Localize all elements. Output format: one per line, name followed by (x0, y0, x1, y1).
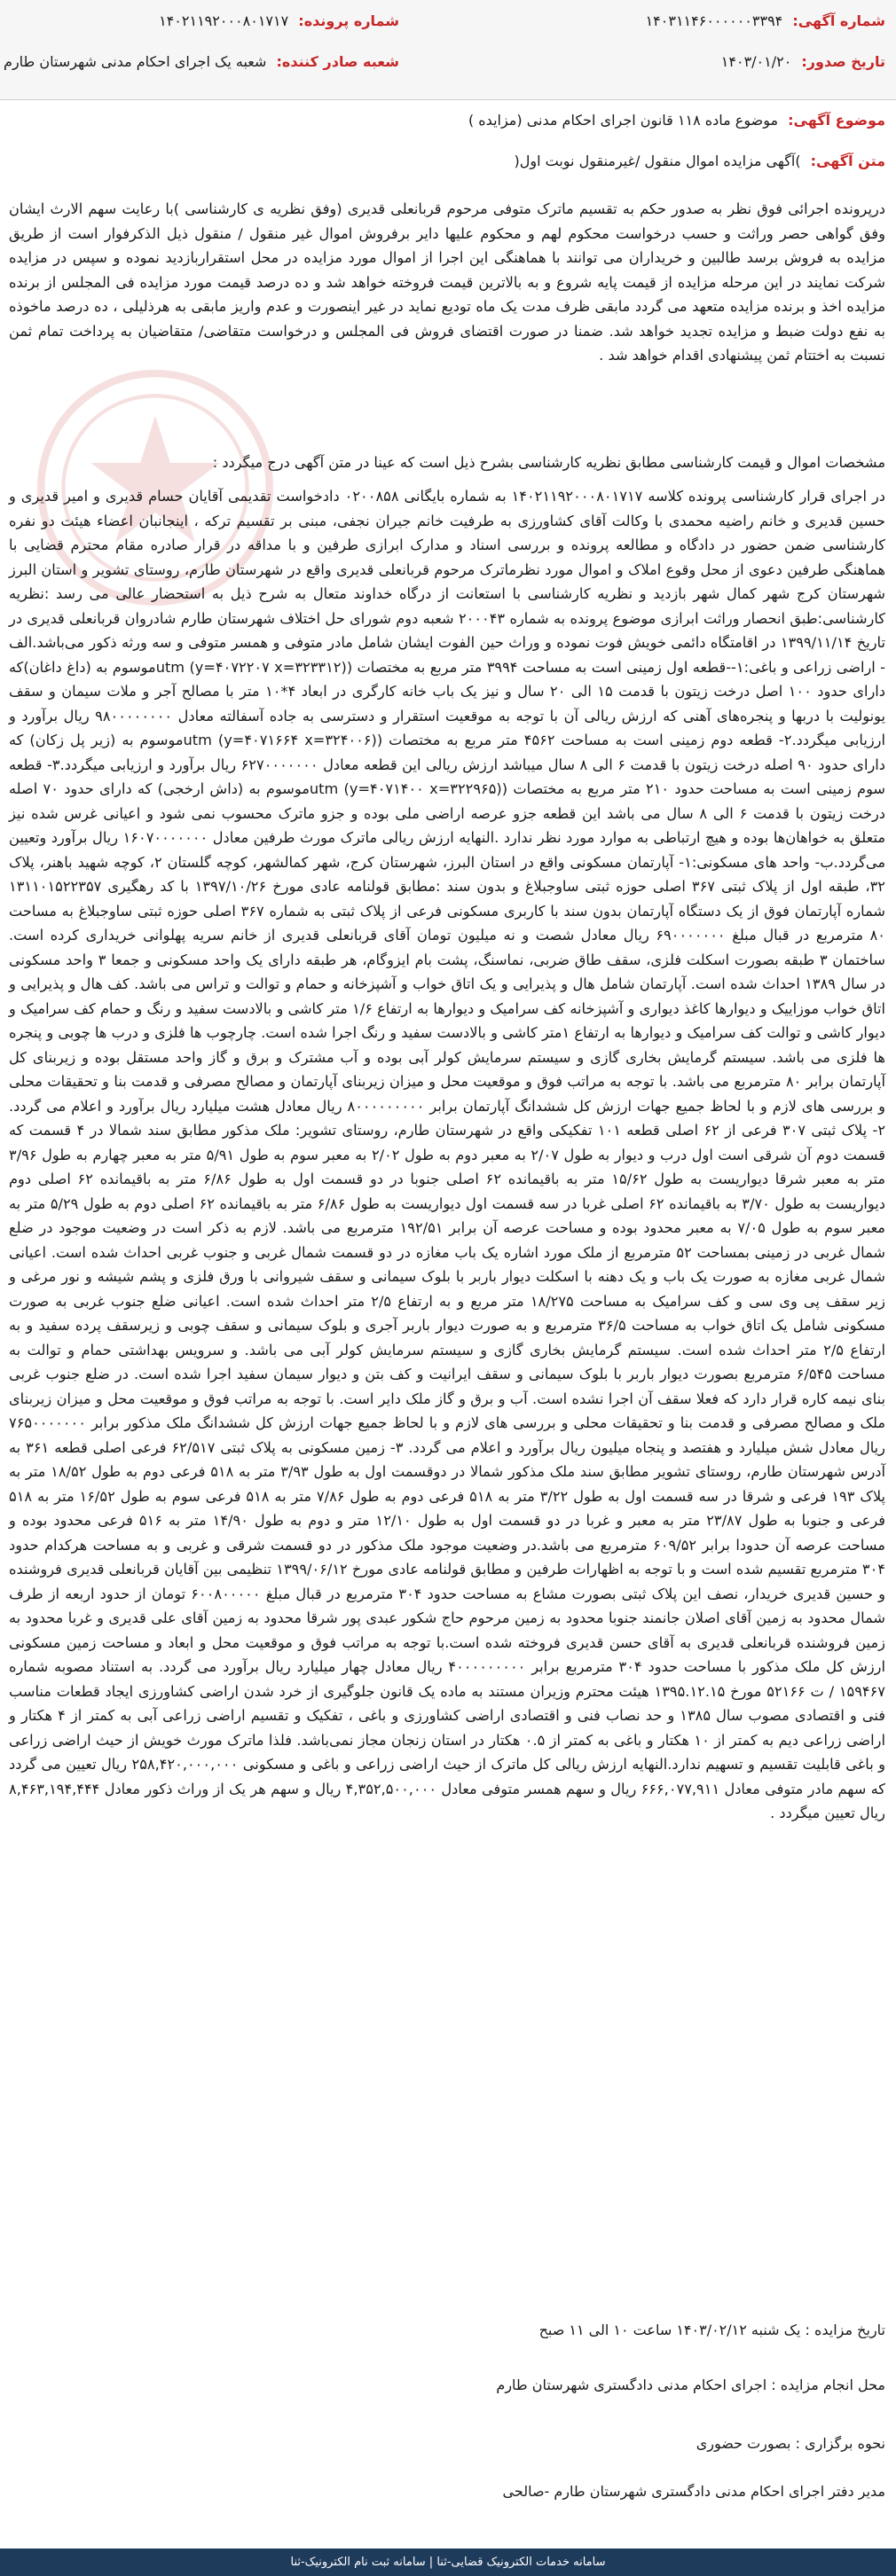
case-number-value: ۱۴۰۲۱۱۹۲۰۰۰۸۰۱۷۱۷ (159, 12, 289, 29)
bottom-bar-text[interactable]: سامانه خدمات الکترونیک قضایی-ثنا | سامانه ثبت نام الکترونیک-ثنا (290, 2556, 606, 2569)
auction-date: تاریخ مزایده : یک شنبه ۱۴۰۳/۰۲/۱۲ ساعت ۱۰ الی ۱۱ صبح (538, 2322, 885, 2338)
issue-date-value: ۱۴۰۳/۰۱/۲۰ (720, 53, 792, 70)
issue-date (721, 53, 885, 70)
specs-heading: مشخصات اموال و قیمت کارشناسی مطابق نظریه کارشناسی بشرح ذیل است که عینا در متن آگهی درج میگردد : (212, 454, 885, 471)
ad-text-label: متن آگهی: (810, 153, 885, 169)
subject-line (11, 112, 885, 129)
ad-number-value: ۱۴۰۳۱۱۴۶۰۰۰۰۰۰۳۳۹۴ (645, 12, 783, 29)
subject-label: موضوع آگهی: (788, 112, 885, 129)
ad-text-title: )آگهی مزایده اموال منقول /غیرمنقول نوبت اول( (514, 153, 801, 169)
meta-row-top (0, 12, 896, 37)
issuer-label: شعبه صادر کننده: (276, 53, 399, 70)
intro-paragraph: درپرونده اجرائی فوق نظر به صدور حکم به تقسیم ماترک متوفی مرحوم قربانعلی قدیری (وفق نظریه ی کارشناسی )با رعایت سهم الارث ایشان وفق گواهی حصر وراثت و حسب درخواست محکوم لهم و محکوم علیها دایر برفروش اموال غیر منقول / منقول ذیل الذکرفوار است از طریق مزایده به فروش برسد طالبین و خریداران می توانند با هماهنگی این اجرا از اموال مورد مزایده در محل استقراربازدید نموده و سپس در مزایده شرکت نمایند در این مرحله مزایده از قیمت پایه شروع و به بالاترین قیمت فروخته خواهد شد و ده درصد قیمت مورد مزایده فی المجلس از برنده مزایده اخذ و برنده مزایده متعهد می گردد مابقی ظرف مدت یک ماه تودیع نماید در غیر اینصورت و عدم واریز مابقی به هرذلیلی ، ده درصد ماخوذه به نفع دولت ضبط و مزایده تجدید خواهد شد. ضمنا در صورت اقتضای فروش فی المجلس و درخواست متقاضی/ متقاضیان به پرداخت تمام ثمن نسبت به اختتام ثمن پیشنهادی اقدام خواهد شد . (9, 200, 885, 364)
expert-report-paragraph: در اجرای قرار کارشناسی پرونده کلاسه ۱۴۰۲۱۱۹۲۰۰۰۸۰۱۷۱۷ به شماره بایگانی ۰۲۰۰۸۵۸ دادخواست تقدیمی آقایان حسام قدیری و امیر قدیری و حسین قدیری و خانم راضیه محمدی با وکالت آقای کشاورزی به طرفیت خانم جیران نجفی، مبنی بر تقسیم ترکه ، اینجانبان اعضاء هیئت دو نفره کارشناسی ضمن حضور در دادگاه و مطالعه پرونده و بررسی اسناد و مدارک ابرازی طرفین و با مداقه در قرار صادره مقام محترم قضایی با هماهنگی طرفین دعوی از محل وقوع املاک و اموال مورد نظرماترک مرحوم قربانعلی قدیری واقع در شهرستان طارم، روستای تشویر و استان البرز شهرستان کرج شهر کمال شهر بازدید و نظریه کارشناسی با استعانت از درگاه خداوند متعال به شرح ذیل به استحضار عالی می رسد :نظریه کارشناسی:طبق انحصار وراثت ابرازی موضوع پرونده به شماره ۲۰۰۰۴۳ شعبه دوم شورای حل اختلاف شهرستان طارم شادروان قربانعلی قدیری در تاریخ ۱۳۹۹/۱۱/۱۴ در اقامتگاه دائمی خویش فوت نموده و وراث حین الفوت ایشان شامل مادر متوفی و همسر متوفی و سه ورثه ذکور می‌باشد.الف - اراضی زراعی و باغی:۱--قطعه اول زمینی است به مساحت ۳۹۹۴ متر مربع به مختصات (utm (y=۴۰۷۲۲۰۷ x=۳۲۳۳۱۲)موسوم به (داغ داغان)که دارای حدود ۱۰۰ اصل درخت زیتون با قدمت ۱۵ الی ۲۰ سال و نیز یک باب خانه کارگری در ابعاد ۴*۱۰ متر با مصالح آجر و ملات سیمان و سقف یونولیت با دربها و پنجره‌های آهنی که ارزش ریالی آن با توجه به موقعیت استقرار و دسترسی به جاده آسفالته معادل ۹۸۰۰۰۰۰۰۰۰ ریال برآورد و ارزیابی میگردد.۲- قطعه دوم زمینی است به مساحت ۴۵۶۲ متر مربع به مختصات (utm (y=۴۰۷۱۶۶۴ x=۳۲۴۰۰۶)موسوم به (زیر پل زکان) که دارای حدود ۹۰ اصله درخت زیتون با قدمت ۶ الی ۸ سال میباشد ارزش ریالی این قطعه معادل ۶۲۷۰۰۰۰۰۰۰ ریال برآورد و ارزیابی میگردد.۳- قطعه سوم زمینی است به مساحت حدود ۲۱۰ متر مربع به مختصات (utm (y=۴۰۷۱۴۰۰ x=۳۲۲۹۶۵)موسوم به (داش ارخجی) که دارای حدود ۷۰ اصله درخت زیتون با قدمت ۶ الی ۸ سال می باشد این قطعه جزو عرصه اراضی ملی بوده و جزو ماترک محسوب نمی شود و اعیانی غرس شده نیز متعلق به خواهان‌ها بوده و هیچ ارتباطی به موارد مورد نظر ندارد .النهایه ارزش ریالی ماترک مورث طرفین معادل ۱۶۰۷۰۰۰۰۰۰۰ ریال برآورد وتعیین می‌گردد.ب- واحد های مسکونی:۱- آپارتمان مسکونی واقع در استان البرز، شهرستان کرج، شهر کمالشهر، کوچه گلستان ۲، کوچه شهید باهنر، پلاک ۳۲، طبقه اول از پلاک ثبتی ۳۶۷ اصلی حوزه ثبتی ساوجبلاغ و بدون سند :مطابق قولنامه عادی مورخ ۱۳۹۷/۱۰/۲۶ با کد رهگیری ۱۳۱۱۰۱۵۲۲۳۵۷ شماره آپارتمان فوق از یک دستگاه آپارتمان بدون سند با کاربری مسکونی فرعی از پلاک ثبتی به شماره ۳۶۷ اصلی حوزه ثبتی ساوجبلاغ به مساحت ۸۰ مترمربع در قبال مبلغ ۶۹۰۰۰۰۰۰۰ ریال معادل شصت و نه میلیون تومان آقای قربانعلی قدیری از خانم سریه پهلوانی خریداری کرده است. ساختمان ۳ طبقه بصورت اسکلت فلزی، سقف طاق ضربی، نماسنگ، پشت بام ایزوگام، هر طبقه دارای یک واحد مسکونی و جمعا ۳ واحد مسکونی در سال ۱۳۸۹ احداث شده است. آپارتمان شامل هال و پذیرایی و یک اتاق خواب و آشپزخانه و حمام و توالت و تراس می باشد. کف هال و پذیرایی و اتاق خواب موزاییک و دیوارها کاغذ دیواری و آشپزخانه کف سرامیک و دیوارها به ارتفاع ۱/۶ متر کاشی و بالادست سفید و رنگ و حمام کف سرامیک و دیوار کاشی و توالت کف سرامیک و دیوارها به ارتفاع ۱متر کاشی و بالادست سفید و رنگ اجرا شده است. چارچوب ها فلزی و درب ها چوبی و پنجره ها فلزی می باشد. سیستم گرمایش بخاری گازی و سیستم سرمایش کولر آبی بوده و آب مشترک و برق و گاز واحد مستقل بوده و زیربنای کل آپارتمان برابر ۸۰ مترمربع می باشد. با توجه به مراتب فوق و موقعیت محل و میزان زیربنای آپارتمان و مصالح مصرفی و قدمت بنا و تحقیقات محلی و بررسی های لازم و با لحاظ جمیع جهات ارزش کل ششدانگ آپارتمان برابر ۸۰۰۰۰۰۰۰۰۰ ریال معادل هشت میلیارد ریال برآورد و اعلام می گردد. ۲- پلاک ثبتی ۳۰۷ فرعی از ۶۲ اصلی قطعه ۱۰۱ تفکیکی واقع در شهرستان طارم، روستای تشویر: ملک مذکور مطابق سند شمالا در ۴ قسمت که قسمت دوم آن شرقی است اول درب و دیوار به طول ۲/۰۷ به معبر دوم به طول ۲/۰۲ به معبر سوم به طول ۵/۹۱ متر به معبر چهارم به طول ۳/۹۶ متر به معبر شرقا دیواریست به طول ۱۵/۶۲ متر به باقیمانده ۶۲ اصلی جنوبا در دو قسمت اول به طول ۶/۸۶ متر به باقیمانده ۶۲ اصلی دوم دیواریست به طول ۳/۷۰ به باقیمانده ۶۲ اصلی غربا در سه قسمت اول دیواریست به طول ۶/۸۶ متر به باقیمانده ۶۲ اصلی دوم به طول ۵/۲۹ متر به معبر سوم به طول ۷/۰۵ به معبر محدود بوده و مساحت عرصه آن برابر ۱۹۲/۵۱ مترمربع می باشد. لازم به ذکر است در وضعیت موجود در ضلع شمال غربی در زمینی بمساحت ۵۲ مترمربع از ملک مورد اشاره یک باب مغازه در دو قسمت شمال غربی و جنوب غربی احداث شده است. اعیانی شمال غربی مغازه به صورت یک باب و یک دهنه با اسکلت دیوار باربر با بلوک سیمانی و سقف شیروانی با ورق فلزی و پشم شیشه و نور مرغی و زیر سقف پی وی سی و کف سرامیک به مساحت ۱۸/۲۷۵ متر مربع و به ارتفاع ۲/۵ متر احداث شده است. اعیانی ضلع جنوب غربی به صورت مسکونی شامل یک اتاق خواب به مساحت ۳۶/۵ مترمربع و به صورت دیوار باربر آجری و بلوک سیمانی و سقف چوبی و زیرسقف پرده سفید و به ارتفاع ۲/۵ متر احداث شده است. سیستم گرمایش بخاری گازی و سیستم سرمایش کولر آبی می باشد. و سرویس بهداشتی حمام و توالت به مساحت ۶/۵۴۵ مترمربع بصورت دیوار باربر با بلوک سیمانی و سقف ایرانیت و کف بتن و دیوار سیمان سفید اجرا شده است. در ضلع جنوب غربی بنای نیمه کاره قرار دارد که فعلا سقف آن اجرا نشده است. آب و برق و گاز ملک دایر است. با توجه به مراتب فوق و موقعیت محل و میزان زیربنای ملک و مصالح مصرفی و قدمت بنا و تحقیقات محلی و بررسی های لازم و با لحاظ جمیع جهات ارزش کل ششدانگ ملک مذکور برابر ۷۶۵۰۰۰۰۰۰۰ ریال معادل شش میلیارد و هفتصد و پنجاه میلیون ریال برآورد و اعلام می گردد. ۳- زمین مسکونی به پلاک ثبتی ۶۲/۵۱۷ فرعی اصلی قطعه ۳۶۱ به آدرس شهرستان طارم، روستای تشویر مطابق سند ملک مذکور شمالا در دوقسمت اول به طول ۳/۹۳ متر به ۵۱۸ فرعی دوم به طول ۱۸/۵۲ متر به پلاک ۱۹۳ فرعی و شرقا در سه قسمت اول به طول ۳/۲۲ متر به ۵۱۸ فرعی دوم به طول ۷/۸۶ متر به ۵۱۸ فرعی سوم به طول ۱۶/۵۲ متر به ۵۱۸ فرعی و جنوبا به طول ۲۳/۸۷ متر به معبر و غربا در دو قسمت اول به طول ۱۲/۱۰ متر و دوم به طول ۱۴/۹۰ متر به ۵۱۶ فرعی محدود بوده و مساحت عرصه آن حدودا برابر ۶۰۹/۵۲ مترمربع می باشد.در وضعیت موجود ملک مذکور در دو قسمت شرقی و غربی و به مساحت هرکدام حدود ۳۰۴ مترمربع تقسیم شده است و با توجه به اظهارات طرفین و مطابق قولنامه عادی مورخ ۱۳۹۹/۰۶/۱۲ تنظیمی بین آقایان قربانعلی قدیری فروشنده و حسین قدیری خریدار، نصف این پلاک ثبتی بصورت مشاع به مساحت حدود ۳۰۴ مترمربع در قبال مبلغ ۶۰۰۸۰۰۰۰۰ تومان از حدود اربعه از طرف شمال محدود به زمین آقای اصلان جانمند جنوبا محدود به زمین مرحوم حاج شکور عبدی پور شرقا محدود به زمین آقای علی قدیری و غربا محدود به زمین فروشنده قربانعلی قدیری به آقای حسن قدیری فروخته شده است.با توجه به مراتب فوق و موقعیت محل و ابعاد و مساحت زمین مسکونی ارزش کل ملک مذکور با مساحت حدود ۳۰۴ مترمربع برابر ۴۰۰۰۰۰۰۰۰۰ ریال معادل چهار میلیارد ریال برآورد می گردد. به استناد مصوبه شماره ۱۵۹۴۶۷ / ت ۵۲۱۶۶ مورخ ۱۳۹۵.۱۲.۱۵ هیئت محترم وزیران مستند به ماده یک قانون جلوگیری از خرد شدن اراضی کشاورزی ایجاد قطعات مناسب فنی و اقتصادی مصوب سال ۱۳۸۵ و حد نصاب فنی و اقتصادی اراضی کشاورزی و باغی ، تفکیک و تقسیم اراضی زراعی آبی به کمتر از ۴ هکتار و اراضی زراعی دیم به کمتر از ۱۰ هکتار و باغی به کمتر از ۰.۵ هکتار در استان زنجان مجاز نمی‌باشد. فلذا ماترک مورث خویش از حیث اراضی زراعی و باغی قابلیت تقسیم و تسهیم ندارد.النهایه ارزش ریالی کل ماترک از حیث اراضی زراعی و باغی و مسکونی ۲۵۸,۴۲۰,۰۰۰,۰۰۰ ریال تعیین می گردد که سهم مادر متوفی معادل ۶۶۶,۰۷۷,۹۱۱ ریال و سهم همسر متوفی معادل ۴,۳۵۲,۵۰۰,۰۰۰ ریال و سهم هر یک از وراث ذکور معادل ۸,۴۶۳,۱۹۴,۴۴۴ ریال تعیین میگردد . (9, 488, 886, 1821)
signature-line: مدیر دفتر اجرای احکام مدنی دادگستری شهرستان طارم -صالحی (502, 2483, 885, 2500)
meta-row-bottom (0, 53, 896, 78)
ad-number-label: شماره آگهی: (792, 12, 885, 29)
auction-method: نحوه برگزاری : بصورت حضوری (696, 2435, 885, 2452)
ad-number (646, 12, 885, 29)
ad-text-title-line (11, 153, 885, 169)
notice-header (0, 0, 896, 100)
case-number-label: شماره پرونده: (298, 12, 399, 29)
issue-date-label: تاریخ صدور: (801, 53, 885, 70)
issuer-value: شعبه یک اجرای احکام مدنی شهرستان طارم (4, 53, 267, 70)
subject-value: موضوع ماده ۱۱۸ قانون اجرای احکام مدنی (مزایده ) (468, 112, 779, 129)
auction-place: محل انجام مزایده : اجرای احکام مدنی دادگستری شهرستان طارم (496, 2376, 885, 2393)
case-number (159, 12, 399, 29)
bottom-bar (0, 2549, 896, 2576)
issuer (4, 53, 399, 70)
